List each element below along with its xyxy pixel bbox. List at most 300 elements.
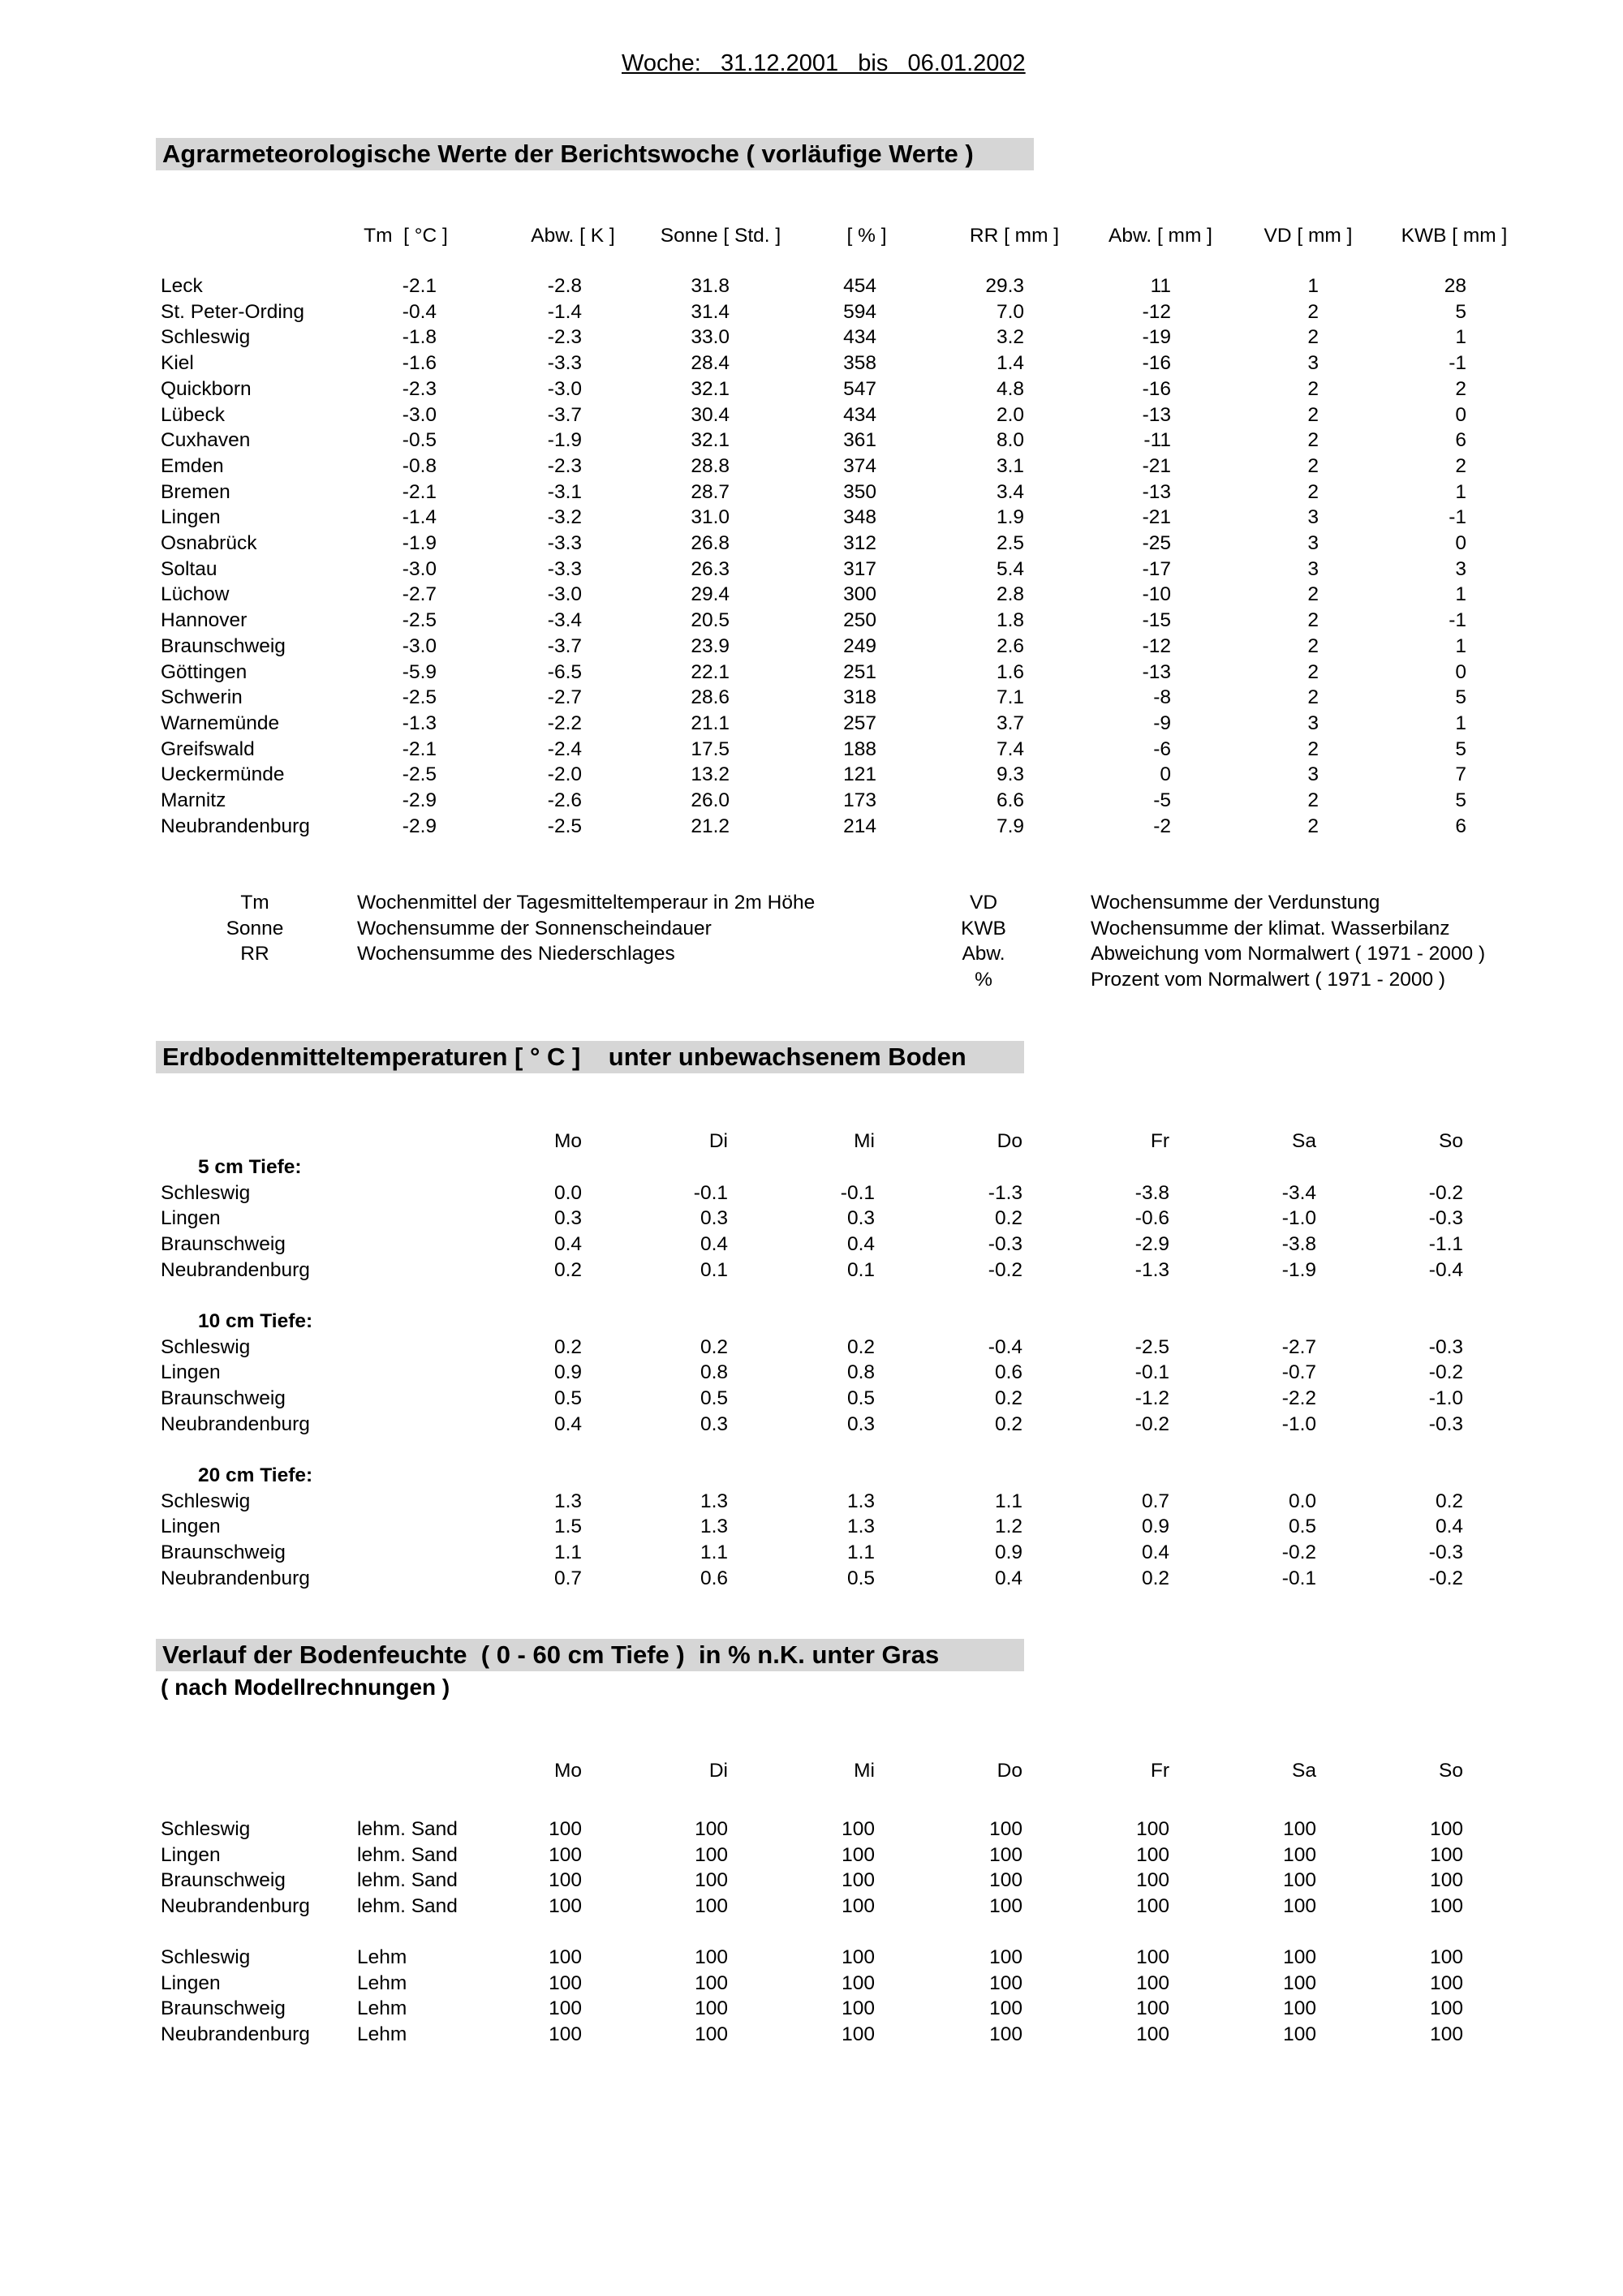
value-cell: -0.2 xyxy=(1428,1361,1463,1384)
value-cell: 4.8 xyxy=(996,377,1024,400)
value-cell: 0.0 xyxy=(553,1181,582,1204)
legend-description: Prozent vom Normalwert ( 1971 - 2000 ) xyxy=(1091,969,1446,991)
value-cell: 100 xyxy=(549,1946,582,1968)
value-cell: -1.6 xyxy=(402,352,437,375)
day-header: Mi xyxy=(854,1760,875,1782)
value-cell: 100 xyxy=(549,1997,582,2020)
value-cell: -0.5 xyxy=(402,429,437,452)
value-cell: -1.1 xyxy=(1428,1233,1463,1256)
value-cell: 0.2 xyxy=(553,1335,582,1358)
table-row xyxy=(0,685,1623,711)
value-cell: 30.4 xyxy=(691,403,730,426)
value-cell: 100 xyxy=(695,1946,728,1968)
value-cell: 250 xyxy=(843,609,876,632)
value-cell: 100 xyxy=(1283,1997,1316,2020)
table-row xyxy=(0,299,1623,325)
value-cell: -0.2 xyxy=(1281,1541,1316,1564)
table-row xyxy=(0,582,1623,608)
value-cell: 100 xyxy=(1283,1843,1316,1866)
day-header: Sa xyxy=(1292,1760,1316,1782)
station-name: Hannover xyxy=(161,609,248,632)
day-header: Do xyxy=(997,1760,1022,1782)
value-cell: -25 xyxy=(1142,532,1171,554)
value-cell: 0.4 xyxy=(700,1233,728,1256)
value-cell: 100 xyxy=(695,2023,728,2046)
value-cell: -0.3 xyxy=(1428,1335,1463,1358)
value-cell: 100 xyxy=(1430,1843,1463,1866)
value-cell: 1.3 xyxy=(846,1516,875,1538)
day-header: Mo xyxy=(553,1130,582,1152)
station-name: Quickborn xyxy=(161,377,252,400)
value-cell: 26.0 xyxy=(691,789,730,811)
value-cell: -0.6 xyxy=(1134,1207,1169,1230)
value-cell: 1.3 xyxy=(553,1490,582,1512)
value-cell: -3.0 xyxy=(547,377,582,400)
value-cell: 350 xyxy=(843,480,876,503)
value-cell: 0.1 xyxy=(846,1258,875,1281)
table-row xyxy=(0,350,1623,376)
value-cell: 0.1 xyxy=(700,1258,728,1281)
table-row xyxy=(0,273,1623,299)
table-row xyxy=(0,402,1623,428)
value-cell: -2.1 xyxy=(402,737,437,760)
value-cell: 28.7 xyxy=(691,480,730,503)
value-cell: -1.9 xyxy=(547,429,582,452)
value-cell: 1 xyxy=(1455,712,1466,734)
value-cell: 2 xyxy=(1307,326,1319,349)
value-cell: 0.2 xyxy=(994,1412,1022,1435)
value-cell: -6.5 xyxy=(547,660,582,683)
value-cell: 1.9 xyxy=(996,506,1024,529)
value-cell: 1.3 xyxy=(846,1490,875,1512)
soil-type: lehm. Sand xyxy=(357,1818,458,1840)
value-cell: 2.5 xyxy=(996,532,1024,554)
value-cell: -3.3 xyxy=(547,532,582,554)
value-cell: 3.1 xyxy=(996,454,1024,477)
value-cell: 1 xyxy=(1455,326,1466,349)
value-cell: 3 xyxy=(1455,557,1466,580)
value-cell: 3.4 xyxy=(996,480,1024,503)
value-cell: 1 xyxy=(1455,634,1466,657)
value-cell: 33.0 xyxy=(691,326,730,349)
table-row xyxy=(0,1817,1623,1842)
value-cell: 0.4 xyxy=(1435,1516,1463,1538)
value-cell: 0.2 xyxy=(1435,1490,1463,1512)
legend-abbrev: Sonne xyxy=(226,917,284,939)
value-cell: -3.0 xyxy=(402,403,437,426)
value-cell: 0.5 xyxy=(846,1387,875,1410)
table-row xyxy=(0,788,1623,814)
value-cell: -2.9 xyxy=(402,815,437,837)
soil-type: lehm. Sand xyxy=(357,1869,458,1892)
legend-item xyxy=(0,941,1623,967)
value-cell: 28 xyxy=(1444,275,1466,297)
value-cell: 100 xyxy=(989,1895,1022,1918)
value-cell: 121 xyxy=(843,763,876,786)
legend-item xyxy=(0,890,1623,916)
value-cell: 100 xyxy=(989,1843,1022,1866)
value-cell: 1.1 xyxy=(846,1541,875,1564)
value-cell: -2.1 xyxy=(402,480,437,503)
value-cell: -0.2 xyxy=(1428,1181,1463,1204)
column-header: Tm [ °C ] xyxy=(364,225,448,247)
value-cell: 434 xyxy=(843,326,876,349)
value-cell: 1.1 xyxy=(700,1541,728,1564)
value-cell: -0.3 xyxy=(1428,1412,1463,1435)
table-row xyxy=(0,557,1623,583)
value-cell: 100 xyxy=(549,1869,582,1892)
value-cell: 100 xyxy=(1430,2023,1463,2046)
depth-group-label xyxy=(0,1463,1623,1489)
value-cell: 0.3 xyxy=(553,1207,582,1230)
value-cell: 31.4 xyxy=(691,300,730,323)
value-cell: -5.9 xyxy=(402,660,437,683)
value-cell: 7.1 xyxy=(996,686,1024,709)
value-cell: 0.6 xyxy=(700,1567,728,1589)
station-name: Lingen xyxy=(161,1207,221,1230)
soil-type: lehm. Sand xyxy=(357,1843,458,1866)
value-cell: 100 xyxy=(1136,1971,1169,1994)
value-cell: -2.3 xyxy=(547,326,582,349)
table-row xyxy=(0,1489,1623,1515)
value-cell: 454 xyxy=(843,275,876,297)
value-cell: 361 xyxy=(843,429,876,452)
value-cell: 0.8 xyxy=(700,1361,728,1384)
value-cell: 594 xyxy=(843,300,876,323)
value-cell: -1.8 xyxy=(402,326,437,349)
station-name: Braunschweig xyxy=(161,1541,286,1564)
legend-abbrev: RR xyxy=(240,943,269,965)
table-row xyxy=(0,1232,1623,1258)
value-cell: -1.3 xyxy=(402,712,437,734)
depth-label: 10 cm Tiefe: xyxy=(198,1310,313,1332)
column-header: [ % ] xyxy=(846,225,887,247)
value-cell: 100 xyxy=(695,1818,728,1840)
value-cell: -2.3 xyxy=(547,454,582,477)
value-cell: 100 xyxy=(842,1869,875,1892)
value-cell: -2.0 xyxy=(547,763,582,786)
station-name: Schleswig xyxy=(161,1818,251,1840)
column-header: Abw. [ mm ] xyxy=(1109,225,1212,247)
value-cell: 31.8 xyxy=(691,275,730,297)
station-name: Braunschweig xyxy=(161,1997,286,2020)
value-cell: 0.5 xyxy=(1288,1516,1316,1538)
legend-description: Wochenmittel der Tagesmitteltemperaur in 2m Höhe xyxy=(357,892,816,914)
value-cell: 0.3 xyxy=(846,1207,875,1230)
station-name: Lingen xyxy=(161,506,221,529)
value-cell: -0.7 xyxy=(1281,1361,1316,1384)
value-cell: -1.4 xyxy=(402,506,437,529)
value-cell: 100 xyxy=(989,1971,1022,1994)
value-cell: 5 xyxy=(1455,737,1466,760)
value-cell: -16 xyxy=(1142,377,1171,400)
value-cell: -12 xyxy=(1142,634,1171,657)
value-cell: -2.7 xyxy=(1281,1335,1316,1358)
value-cell: 100 xyxy=(842,1843,875,1866)
value-cell: 348 xyxy=(843,506,876,529)
value-cell: -0.3 xyxy=(988,1233,1022,1256)
value-cell: -13 xyxy=(1142,660,1171,683)
value-cell: 2 xyxy=(1307,609,1319,632)
value-cell: -16 xyxy=(1142,352,1171,375)
station-name: Lübeck xyxy=(161,403,226,426)
value-cell: 1.2 xyxy=(994,1516,1022,1538)
table-row xyxy=(0,376,1623,402)
station-name: Braunschweig xyxy=(161,1387,286,1410)
value-cell: 0.9 xyxy=(553,1361,582,1384)
station-name: Lingen xyxy=(161,1971,221,1994)
value-cell: 2.6 xyxy=(996,634,1024,657)
day-header: Fr xyxy=(1150,1130,1169,1152)
value-cell: -2.7 xyxy=(402,583,437,606)
value-cell: 100 xyxy=(842,1971,875,1994)
value-cell: 1 xyxy=(1307,275,1319,297)
value-cell: 100 xyxy=(842,1818,875,1840)
depth-group-label xyxy=(0,1309,1623,1335)
value-cell: 20.5 xyxy=(691,609,730,632)
value-cell: -3.0 xyxy=(402,557,437,580)
table-row xyxy=(0,1566,1623,1592)
value-cell: 374 xyxy=(843,454,876,477)
value-cell: 3.2 xyxy=(996,326,1024,349)
value-cell: -3.3 xyxy=(547,352,582,375)
value-cell: -3.7 xyxy=(547,634,582,657)
station-name: Neubrandenburg xyxy=(161,1258,310,1281)
value-cell: 0.2 xyxy=(846,1335,875,1358)
value-cell: -0.3 xyxy=(1428,1541,1463,1564)
value-cell: 0.4 xyxy=(846,1233,875,1256)
value-cell: 0.3 xyxy=(700,1412,728,1435)
value-cell: -3.3 xyxy=(547,557,582,580)
value-cell: -2.5 xyxy=(402,763,437,786)
value-cell: 7.9 xyxy=(996,815,1024,837)
station-name: Lüchow xyxy=(161,583,230,606)
station-name: Greifswald xyxy=(161,737,255,760)
station-name: Schleswig xyxy=(161,1490,251,1512)
legend-abbrev: Tm xyxy=(240,892,269,914)
station-name: St. Peter-Ording xyxy=(161,300,305,323)
soil-type: Lehm xyxy=(357,2023,407,2046)
column-header: VD [ mm ] xyxy=(1264,225,1353,247)
value-cell: -8 xyxy=(1153,686,1171,709)
value-cell: 214 xyxy=(843,815,876,837)
value-cell: -3.2 xyxy=(547,506,582,529)
value-cell: 2 xyxy=(1307,660,1319,683)
value-cell: -1 xyxy=(1449,609,1466,632)
value-cell: 100 xyxy=(1283,1946,1316,1968)
station-name: Schleswig xyxy=(161,1335,251,1358)
page-title: Woche: 31.12.2001 bis 06.01.2002 xyxy=(622,50,1026,76)
value-cell: 434 xyxy=(843,403,876,426)
soil-moisture-subheading: ( nach Modellrechnungen ) xyxy=(161,1675,450,1700)
value-cell: -2.2 xyxy=(547,712,582,734)
station-name: Emden xyxy=(161,454,224,477)
value-cell: -0.4 xyxy=(402,300,437,323)
value-cell: -3.4 xyxy=(1281,1181,1316,1204)
value-cell: 3 xyxy=(1307,506,1319,529)
table-row xyxy=(0,1360,1623,1386)
value-cell: -2.5 xyxy=(402,609,437,632)
value-cell: 1.3 xyxy=(700,1490,728,1512)
value-cell: 1.3 xyxy=(700,1516,728,1538)
value-cell: 17.5 xyxy=(691,737,730,760)
value-cell: 100 xyxy=(1430,1997,1463,2020)
value-cell: 100 xyxy=(695,1971,728,1994)
value-cell: -1.9 xyxy=(402,532,437,554)
value-cell: 26.3 xyxy=(691,557,730,580)
value-cell: 100 xyxy=(695,1997,728,2020)
station-name: Neubrandenburg xyxy=(161,2023,310,2046)
value-cell: 0.7 xyxy=(553,1567,582,1589)
value-cell: 100 xyxy=(989,2023,1022,2046)
value-cell: 2 xyxy=(1307,429,1319,452)
value-cell: 3 xyxy=(1307,352,1319,375)
value-cell: 5.4 xyxy=(996,557,1024,580)
value-cell: 2.8 xyxy=(996,583,1024,606)
value-cell: 100 xyxy=(1283,1869,1316,1892)
table-row xyxy=(0,660,1623,686)
value-cell: 2 xyxy=(1307,454,1319,477)
day-header: So xyxy=(1439,1760,1463,1782)
value-cell: 0.5 xyxy=(700,1387,728,1410)
day-header: Di xyxy=(708,1760,728,1782)
value-cell: 21.1 xyxy=(691,712,730,734)
value-cell: -1.0 xyxy=(1281,1207,1316,1230)
value-cell: 3 xyxy=(1307,532,1319,554)
value-cell: -0.4 xyxy=(1428,1258,1463,1281)
value-cell: 100 xyxy=(1136,1997,1169,2020)
legend-description: Wochensumme des Niederschlages xyxy=(357,943,675,965)
value-cell: -3.8 xyxy=(1281,1233,1316,1256)
value-cell: -0.8 xyxy=(402,454,437,477)
value-cell: 9.3 xyxy=(996,763,1024,786)
value-cell: 100 xyxy=(842,2023,875,2046)
depth-group-label xyxy=(0,1154,1623,1180)
value-cell: 1.6 xyxy=(996,660,1024,683)
table-row xyxy=(0,479,1623,505)
value-cell: 0.9 xyxy=(994,1541,1022,1564)
value-cell: 3 xyxy=(1307,712,1319,734)
value-cell: 1.8 xyxy=(996,609,1024,632)
legend-description: Wochensumme der Verdunstung xyxy=(1091,892,1380,914)
column-header: KWB [ mm ] xyxy=(1401,225,1508,247)
value-cell: 2 xyxy=(1455,377,1466,400)
station-name: Neubrandenburg xyxy=(161,1412,310,1435)
value-cell: 1.4 xyxy=(996,352,1024,375)
value-cell: -0.3 xyxy=(1428,1207,1463,1230)
value-cell: 6 xyxy=(1455,815,1466,837)
legend-description: Wochensumme der Sonnenscheindauer xyxy=(357,917,712,939)
value-cell: -2.4 xyxy=(547,737,582,760)
value-cell: 23.9 xyxy=(691,634,730,657)
station-name: Warnemünde xyxy=(161,712,280,734)
value-cell: 0.4 xyxy=(553,1412,582,1435)
table-row xyxy=(0,737,1623,763)
value-cell: 0.2 xyxy=(994,1387,1022,1410)
section-agrar-heading: Agrarmeteorologische Werte der Berichtswoche ( vorläufige Werte ) xyxy=(156,138,1034,170)
value-cell: 21.2 xyxy=(691,815,730,837)
value-cell: 3 xyxy=(1307,763,1319,786)
station-name: Braunschweig xyxy=(161,634,286,657)
station-name: Schleswig xyxy=(161,1946,251,1968)
value-cell: 0.2 xyxy=(553,1258,582,1281)
value-cell: -1.0 xyxy=(1428,1387,1463,1410)
value-cell: -3.4 xyxy=(547,609,582,632)
table-row xyxy=(0,1258,1623,1283)
table-row xyxy=(0,814,1623,840)
value-cell: -3.8 xyxy=(1134,1181,1169,1204)
value-cell: 100 xyxy=(842,1997,875,2020)
value-cell: 100 xyxy=(549,2023,582,2046)
value-cell: 100 xyxy=(1430,1971,1463,1994)
day-header: Fr xyxy=(1150,1760,1169,1782)
station-name: Lingen xyxy=(161,1843,221,1866)
station-name: Soltau xyxy=(161,557,217,580)
value-cell: -2.5 xyxy=(402,686,437,709)
value-cell: -2.5 xyxy=(1134,1335,1169,1358)
station-name: Marnitz xyxy=(161,789,226,811)
value-cell: 0.4 xyxy=(553,1233,582,1256)
value-cell: 2 xyxy=(1307,815,1319,837)
value-cell: 0.4 xyxy=(994,1567,1022,1589)
value-cell: 28.6 xyxy=(691,686,730,709)
value-cell: -12 xyxy=(1142,300,1171,323)
value-cell: -1.9 xyxy=(1281,1258,1316,1281)
table-header-row xyxy=(0,1758,1623,1784)
value-cell: 300 xyxy=(843,583,876,606)
value-cell: -2.5 xyxy=(547,815,582,837)
value-cell: 188 xyxy=(843,737,876,760)
value-cell: -10 xyxy=(1142,583,1171,606)
value-cell: 2 xyxy=(1307,377,1319,400)
value-cell: 0.2 xyxy=(1141,1567,1169,1589)
value-cell: 2 xyxy=(1307,686,1319,709)
value-cell: -2.3 xyxy=(402,377,437,400)
value-cell: 2 xyxy=(1455,454,1466,477)
value-cell: -1.0 xyxy=(1281,1412,1316,1435)
day-header: Sa xyxy=(1292,1130,1316,1152)
value-cell: 32.1 xyxy=(691,377,730,400)
station-name: Leck xyxy=(161,275,203,297)
soil-type: Lehm xyxy=(357,1946,407,1968)
table-row xyxy=(0,1996,1623,2022)
table-row xyxy=(0,531,1623,557)
station-name: Braunschweig xyxy=(161,1869,286,1892)
station-name: Lingen xyxy=(161,1516,221,1538)
value-cell: -3.0 xyxy=(402,634,437,657)
value-cell: 0 xyxy=(1455,660,1466,683)
value-cell: 251 xyxy=(843,660,876,683)
value-cell: -2.9 xyxy=(1134,1233,1169,1256)
value-cell: 317 xyxy=(843,557,876,580)
legend-abbrev: % xyxy=(975,969,992,991)
value-cell: 5 xyxy=(1455,300,1466,323)
day-header: So xyxy=(1439,1130,1463,1152)
legend-abbrev: Abw. xyxy=(962,943,1005,965)
value-cell: 28.4 xyxy=(691,352,730,375)
day-header: Do xyxy=(997,1130,1022,1152)
value-cell: -5 xyxy=(1153,789,1171,811)
value-cell: 257 xyxy=(843,712,876,734)
value-cell: 100 xyxy=(989,1997,1022,2020)
value-cell: -13 xyxy=(1142,480,1171,503)
value-cell: -1.2 xyxy=(1134,1387,1169,1410)
station-name: Cuxhaven xyxy=(161,429,251,452)
value-cell: -1.3 xyxy=(1134,1258,1169,1281)
value-cell: 28.8 xyxy=(691,454,730,477)
value-cell: 100 xyxy=(1136,1843,1169,1866)
station-name: Neubrandenburg xyxy=(161,815,310,837)
